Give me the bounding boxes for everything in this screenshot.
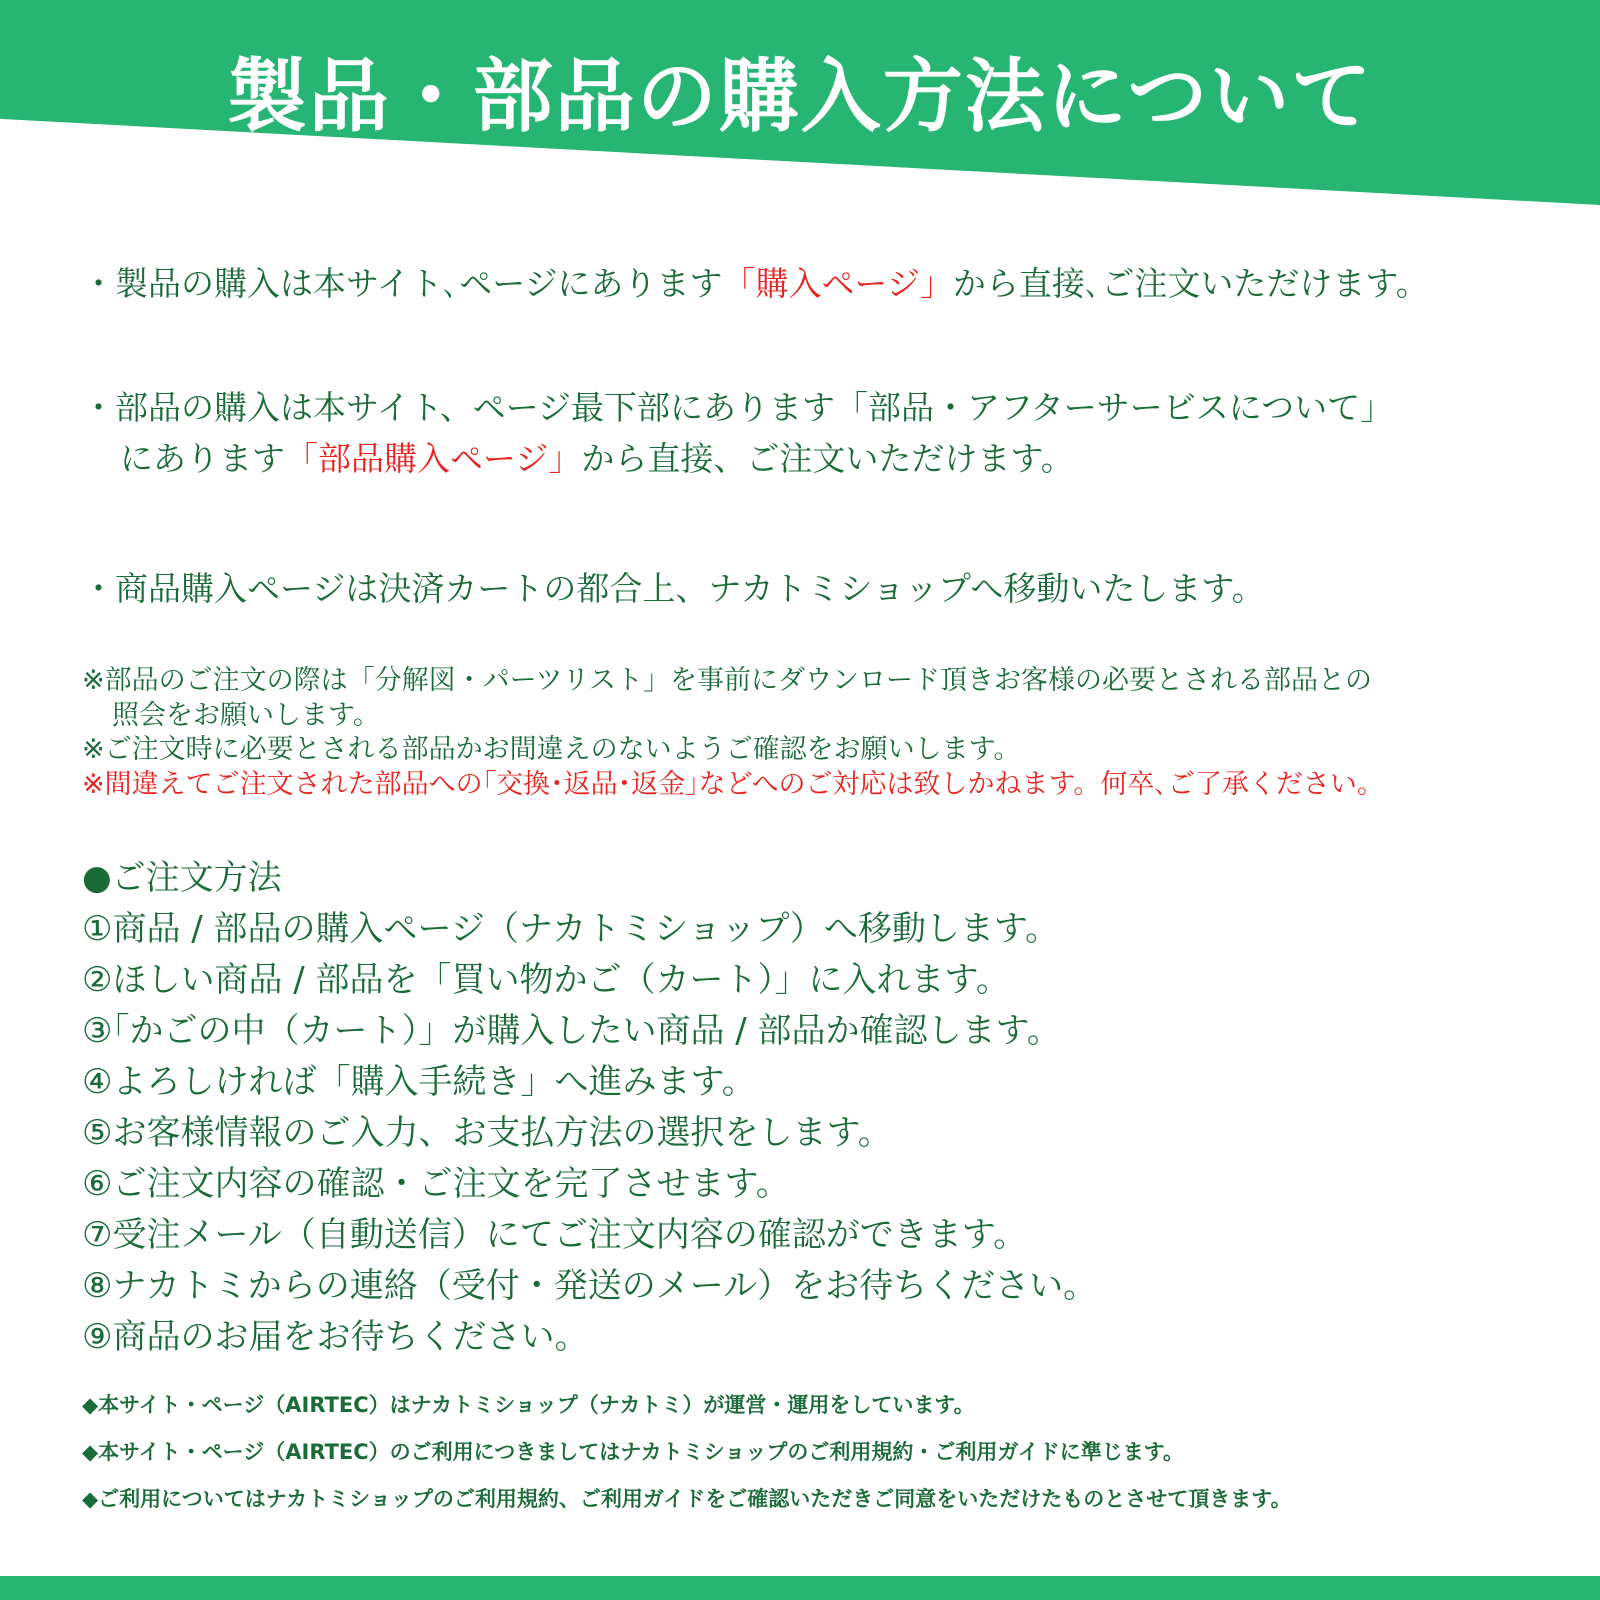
purchase-page-link[interactable]: 「購入ページ」 [722,264,953,303]
parts-purchase-page-link[interactable]: 「部品購入ページ」 [285,439,582,479]
order-step: ②ほしい商品 / 部品を「買い物かご（カート）」に入れます。 [82,960,1010,1000]
footer-note: ◆ご利用についてはナカトミショップのご利用規約、ご利用ガイドをご確認いただきご同意をいただけたものとさせて頂きます。 [82,1487,1292,1511]
order-step: ①商品 / 部品の購入ページ（ナカトミショップ）へ移動します。 [82,909,1060,949]
footer-note: ◆本サイト・ページ（AIRTEC）はナカトミショップ（ナカトミ）が運営・運用をしています。 [82,1393,975,1417]
order-step: ⑨商品のお届をお待ちください。 [82,1317,589,1357]
bullet-text: から直接、ご注文いただけます。 [581,439,1074,479]
order-step: ④よろしければ「購入手続き」へ進みます。 [82,1062,756,1102]
order-step: ⑦受注メール（自動送信）にてご注文内容の確認ができます。 [82,1215,1028,1255]
notes-block [82,664,1384,802]
order-method-heading: ●ご注文方法 [82,858,282,898]
bullet-shop-redirect [82,563,1265,614]
bullet-product-purchase [82,258,1429,309]
footer-note: ◆本サイト・ページ（AIRTEC）のご利用につきましてはナカトミショップのご利用規約・ご利用ガイドに準じます。 [82,1440,1185,1464]
note-no-returns: ※間違えてご注文された部品への｢交換･返品･返金｣などへのご対応は致しかねます。何卒､ご了承ください。 [82,768,1384,800]
bullet-text: ・製品の購入は本サイト､ページにあります [82,264,723,303]
page-title: 製品・部品の購入方法について [226,50,1374,143]
order-step: ③｢かごの中（カート）」が購入したい商品 / 部品か確認します。 [82,1011,1061,1051]
bullet-text: から直接､ご注文いただけます。 [952,264,1429,303]
order-step: ⑥ご注文内容の確認・ご注文を完了させます。 [82,1164,790,1204]
bullet-text: ・部品の購入は本サイト、ページ最下部にあります「部品・アフターサービスについて」 [82,388,1394,427]
order-step: ⑤お客様情報のご入力、お支払方法の選択をします。 [82,1113,892,1153]
note-parts-list-cont: 照会をお願いします。 [112,699,380,731]
bullet-text-line2 [82,433,1393,484]
note-confirm: ※ご注文時に必要とされる部品かお間違えのないようご確認をお願いします。 [82,734,1021,766]
bullet-parts-purchase [82,382,1393,484]
note-parts-list: ※部品のご注文の際は「分解図・パーツリスト」を事前にダウンロード頂きお客様の必要とされる部品との [82,665,1373,696]
bullet-text: にあります [120,439,285,479]
bullet-text: ・商品購入ページは決済カートの都合上、ナカトミショップへ移動いたします。 [82,569,1265,608]
footer-bar [0,1576,1600,1600]
order-method-section [82,853,1097,1363]
order-step: ⑧ナカトミからの連絡（受付・発送のメール）をお待ちください。 [82,1266,1098,1306]
